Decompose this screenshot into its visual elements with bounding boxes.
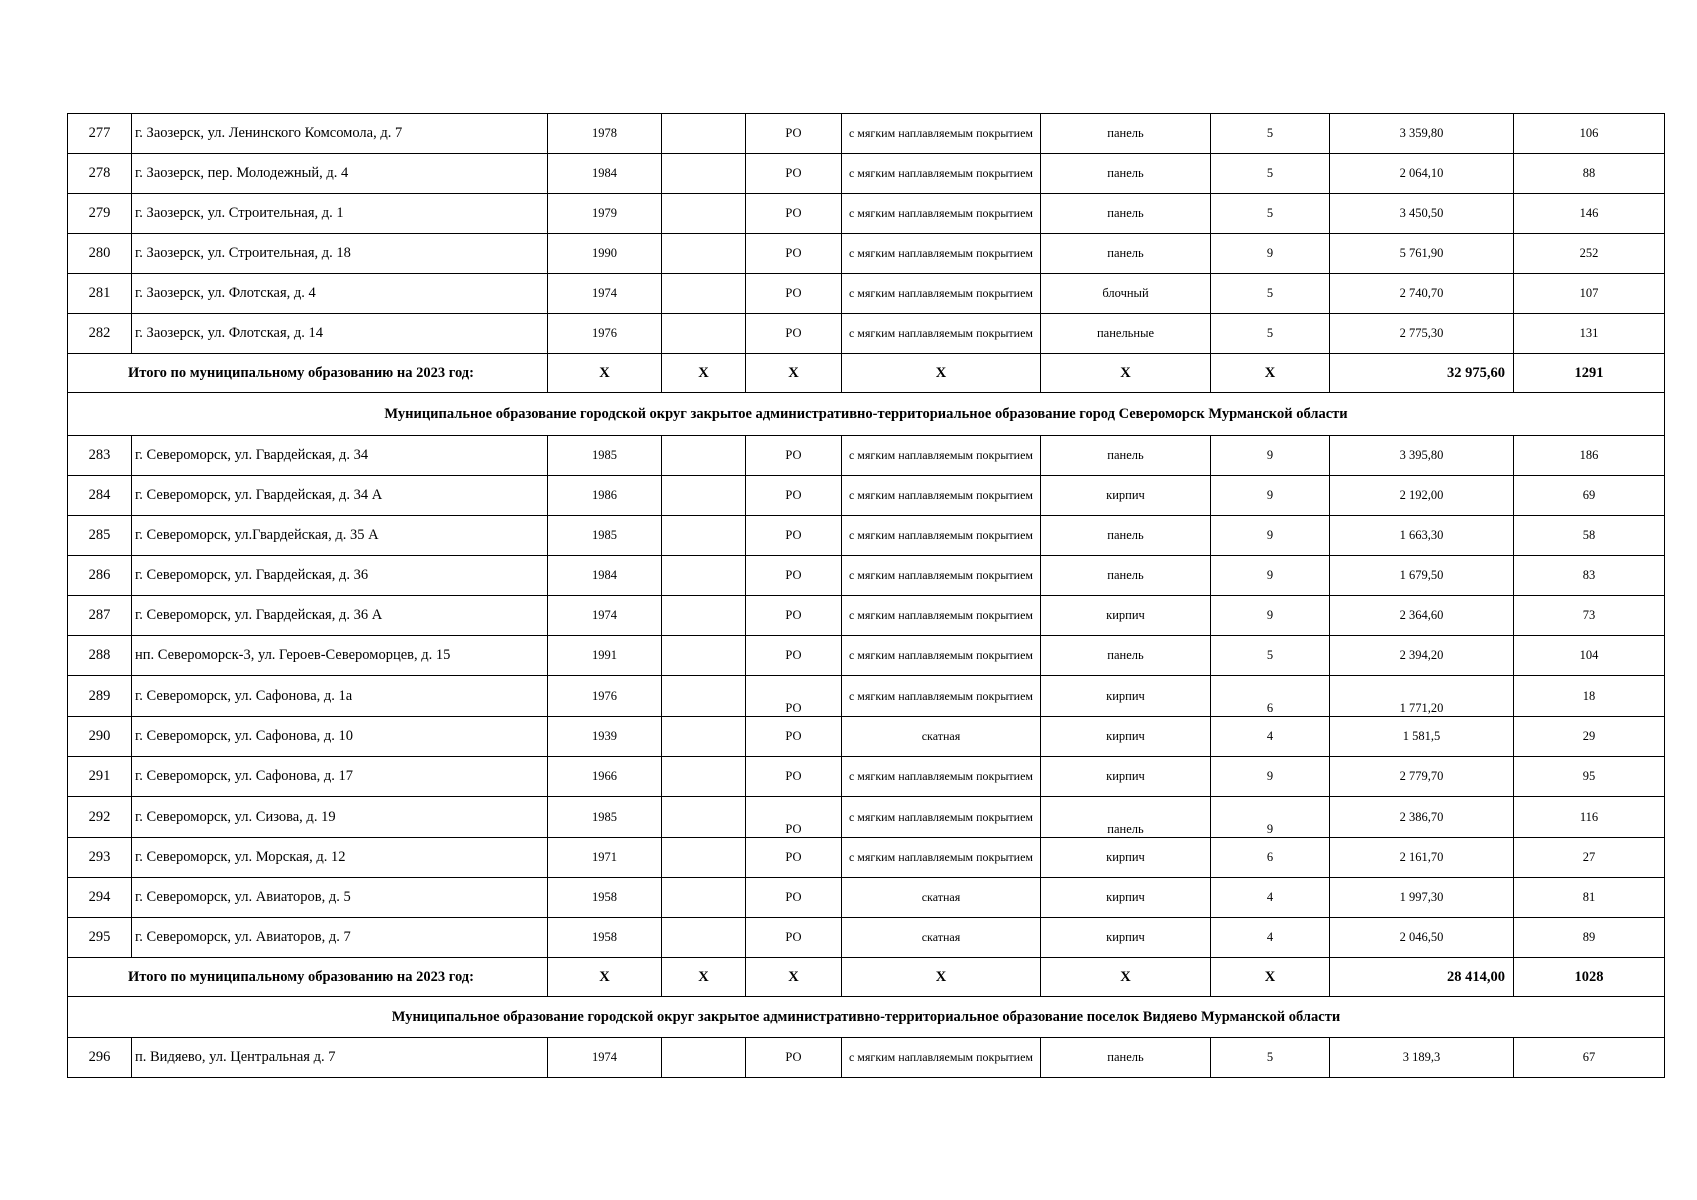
residents-cell: 106 [1514, 114, 1665, 154]
area-cell: 2 775,30 [1330, 314, 1514, 354]
wall-material-cell: панель [1041, 436, 1211, 476]
floors-cell: 6 [1211, 676, 1330, 717]
table-row [68, 596, 1665, 636]
address-cell: г. Североморск, ул. Морская, д. 12 [132, 838, 548, 878]
total-cell: X [1211, 958, 1330, 997]
housing-register-table [67, 113, 1665, 1078]
fund-method-cell: РО [746, 676, 842, 717]
table-row [68, 1038, 1665, 1078]
address-cell: г. Североморск, ул. Сафонова, д. 1а [132, 676, 548, 717]
address-cell: г. Заозерск, ул. Флотская, д. 14 [132, 314, 548, 354]
residents-cell: 89 [1514, 918, 1665, 958]
empty-cell [662, 516, 746, 556]
empty-cell [662, 717, 746, 757]
wall-material-cell: панель [1041, 1038, 1211, 1078]
fund-method-cell: РО [746, 194, 842, 234]
row-number: 291 [68, 757, 132, 797]
empty-cell [662, 797, 746, 838]
year-cell: 1958 [548, 918, 662, 958]
address-cell: г. Заозерск, ул. Ленинского Комсомола, д. 7 [132, 114, 548, 154]
table-row [68, 436, 1665, 476]
area-cell: 3 189,3 [1330, 1038, 1514, 1078]
area-cell: 2 779,70 [1330, 757, 1514, 797]
empty-cell [662, 314, 746, 354]
year-cell: 1976 [548, 676, 662, 717]
roof-type-cell: с мягким наплавляемым покрытием [842, 314, 1041, 354]
rows-group-b [68, 436, 1665, 958]
total-cell: X [1041, 958, 1211, 997]
address-cell: г. Североморск, ул. Гвардейская, д. 34 [132, 436, 548, 476]
empty-cell [662, 1038, 746, 1078]
roof-type-cell: с мягким наплавляемым покрытием [842, 436, 1041, 476]
year-cell: 1986 [548, 476, 662, 516]
floors-cell: 4 [1211, 918, 1330, 958]
table-row [68, 274, 1665, 314]
year-cell: 1984 [548, 556, 662, 596]
floors-cell: 9 [1211, 797, 1330, 838]
area-cell: 2 364,60 [1330, 596, 1514, 636]
row-number: 281 [68, 274, 132, 314]
roof-type-cell: скатная [842, 717, 1041, 757]
roof-type-cell: с мягким наплавляемым покрытием [842, 676, 1041, 717]
wall-material-cell: панель [1041, 234, 1211, 274]
residents-cell: 73 [1514, 596, 1665, 636]
roof-type-cell: с мягким наплавляемым покрытием [842, 516, 1041, 556]
total-cell: X [548, 354, 662, 393]
total-group-b [68, 958, 1665, 1038]
address-cell: г. Североморск, ул. Гвардейская, д. 36 [132, 556, 548, 596]
total-area: 32 975,60 [1330, 354, 1514, 393]
fund-method-cell: РО [746, 234, 842, 274]
wall-material-cell: кирпич [1041, 918, 1211, 958]
total-row-b [68, 958, 1665, 997]
area-cell: 1 663,30 [1330, 516, 1514, 556]
wall-material-cell: кирпич [1041, 596, 1211, 636]
table-row [68, 878, 1665, 918]
address-cell: г. Заозерск, пер. Молодежный, д. 4 [132, 154, 548, 194]
fund-method-cell: РО [746, 314, 842, 354]
year-cell: 1978 [548, 114, 662, 154]
roof-type-cell: с мягким наплавляемым покрытием [842, 797, 1041, 838]
area-cell: 3 359,80 [1330, 114, 1514, 154]
fund-method-cell: РО [746, 436, 842, 476]
address-cell: г. Североморск, ул. Сафонова, д. 10 [132, 717, 548, 757]
fund-method-cell: РО [746, 1038, 842, 1078]
table-row [68, 797, 1665, 838]
fund-method-cell: РО [746, 556, 842, 596]
floors-cell: 4 [1211, 717, 1330, 757]
row-number: 285 [68, 516, 132, 556]
total-label: Итого по муниципальному образованию на 2023 год: [68, 958, 548, 997]
floors-cell: 5 [1211, 114, 1330, 154]
year-cell: 1971 [548, 838, 662, 878]
wall-material-cell: панель [1041, 154, 1211, 194]
table-row [68, 757, 1665, 797]
address-cell: г. Заозерск, ул. Строительная, д. 18 [132, 234, 548, 274]
area-cell: 2 046,50 [1330, 918, 1514, 958]
year-cell: 1985 [548, 436, 662, 476]
total-cell: X [1041, 354, 1211, 393]
area-cell: 1 771,20 [1330, 676, 1514, 717]
address-cell: г. Североморск, ул. Сизова, д. 19 [132, 797, 548, 838]
section-heading: Муниципальное образование городской округ закрытое административно-территориальное образование город Североморск Мурманской области [68, 393, 1665, 436]
empty-cell [662, 636, 746, 676]
area-cell: 1 679,50 [1330, 556, 1514, 596]
table-row [68, 314, 1665, 354]
area-cell: 3 395,80 [1330, 436, 1514, 476]
fund-method-cell: РО [746, 757, 842, 797]
residents-cell: 107 [1514, 274, 1665, 314]
total-group-a [68, 354, 1665, 436]
table-row [68, 234, 1665, 274]
table-row [68, 676, 1665, 717]
residents-cell: 27 [1514, 838, 1665, 878]
empty-cell [662, 114, 746, 154]
area-cell: 2 740,70 [1330, 274, 1514, 314]
section-row-b [68, 393, 1665, 436]
roof-type-cell: с мягким наплавляемым покрытием [842, 757, 1041, 797]
roof-type-cell: с мягким наплавляемым покрытием [842, 274, 1041, 314]
residents-cell: 67 [1514, 1038, 1665, 1078]
total-area: 28 414,00 [1330, 958, 1514, 997]
table-row [68, 556, 1665, 596]
wall-material-cell: кирпич [1041, 476, 1211, 516]
wall-material-cell: панель [1041, 114, 1211, 154]
row-number: 284 [68, 476, 132, 516]
wall-material-cell: кирпич [1041, 757, 1211, 797]
fund-method-cell: РО [746, 918, 842, 958]
fund-method-cell: РО [746, 274, 842, 314]
area-cell: 2 064,10 [1330, 154, 1514, 194]
residents-cell: 146 [1514, 194, 1665, 234]
fund-method-cell: РО [746, 154, 842, 194]
total-cell: X [662, 354, 746, 393]
residents-cell: 69 [1514, 476, 1665, 516]
fund-method-cell: РО [746, 114, 842, 154]
residents-cell: 95 [1514, 757, 1665, 797]
floors-cell: 4 [1211, 878, 1330, 918]
empty-cell [662, 878, 746, 918]
residents-cell: 18 [1514, 676, 1665, 717]
empty-cell [662, 918, 746, 958]
table-row [68, 717, 1665, 757]
area-cell: 1 997,30 [1330, 878, 1514, 918]
address-cell: г. Североморск, ул. Сафонова, д. 17 [132, 757, 548, 797]
year-cell: 1976 [548, 314, 662, 354]
wall-material-cell: панельные [1041, 314, 1211, 354]
floors-cell: 6 [1211, 838, 1330, 878]
fund-method-cell: РО [746, 596, 842, 636]
table-row [68, 194, 1665, 234]
year-cell: 1939 [548, 717, 662, 757]
roof-type-cell: с мягким наплавляемым покрытием [842, 636, 1041, 676]
residents-cell: 131 [1514, 314, 1665, 354]
wall-material-cell: кирпич [1041, 717, 1211, 757]
row-number: 288 [68, 636, 132, 676]
total-cell: X [548, 958, 662, 997]
wall-material-cell: панель [1041, 556, 1211, 596]
address-cell: г. Североморск, ул. Гвардейская, д. 34 А [132, 476, 548, 516]
fund-method-cell: РО [746, 878, 842, 918]
wall-material-cell: кирпич [1041, 878, 1211, 918]
year-cell: 1985 [548, 797, 662, 838]
row-number: 293 [68, 838, 132, 878]
wall-material-cell: панель [1041, 636, 1211, 676]
row-number: 279 [68, 194, 132, 234]
residents-cell: 88 [1514, 154, 1665, 194]
area-cell: 1 581,5 [1330, 717, 1514, 757]
area-cell: 2 161,70 [1330, 838, 1514, 878]
empty-cell [662, 556, 746, 596]
residents-cell: 104 [1514, 636, 1665, 676]
address-cell: г. Заозерск, ул. Флотская, д. 4 [132, 274, 548, 314]
year-cell: 1974 [548, 596, 662, 636]
floors-cell: 9 [1211, 516, 1330, 556]
total-cell: X [746, 354, 842, 393]
address-cell: г. Североморск, ул. Авиаторов, д. 7 [132, 918, 548, 958]
address-cell: г. Североморск, ул. Гвардейская, д. 36 А [132, 596, 548, 636]
wall-material-cell: панель [1041, 194, 1211, 234]
floors-cell: 5 [1211, 274, 1330, 314]
roof-type-cell: с мягким наплавляемым покрытием [842, 154, 1041, 194]
total-cell: X [842, 354, 1041, 393]
floors-cell: 9 [1211, 596, 1330, 636]
address-cell: г. Североморск, ул.Гвардейская, д. 35 А [132, 516, 548, 556]
fund-method-cell: РО [746, 476, 842, 516]
table-row [68, 476, 1665, 516]
area-cell: 3 450,50 [1330, 194, 1514, 234]
table-row [68, 516, 1665, 556]
row-number: 282 [68, 314, 132, 354]
year-cell: 1979 [548, 194, 662, 234]
floors-cell: 5 [1211, 1038, 1330, 1078]
floors-cell: 5 [1211, 314, 1330, 354]
rows-group-c [68, 1038, 1665, 1078]
table-row [68, 838, 1665, 878]
empty-cell [662, 676, 746, 717]
area-cell: 5 761,90 [1330, 234, 1514, 274]
empty-cell [662, 234, 746, 274]
total-cell: X [746, 958, 842, 997]
empty-cell [662, 436, 746, 476]
residents-cell: 252 [1514, 234, 1665, 274]
fund-method-cell: РО [746, 516, 842, 556]
address-cell: п. Видяево, ул. Центральная д. 7 [132, 1038, 548, 1078]
total-residents: 1028 [1514, 958, 1665, 997]
floors-cell: 9 [1211, 556, 1330, 596]
residents-cell: 29 [1514, 717, 1665, 757]
row-number: 295 [68, 918, 132, 958]
address-cell: нп. Североморск-3, ул. Героев-Североморцев, д. 15 [132, 636, 548, 676]
row-number: 280 [68, 234, 132, 274]
roof-type-cell: с мягким наплавляемым покрытием [842, 476, 1041, 516]
residents-cell: 186 [1514, 436, 1665, 476]
residents-cell: 83 [1514, 556, 1665, 596]
roof-type-cell: скатная [842, 878, 1041, 918]
wall-material-cell: панель [1041, 797, 1211, 838]
row-number: 287 [68, 596, 132, 636]
row-number: 296 [68, 1038, 132, 1078]
fund-method-cell: РО [746, 797, 842, 838]
roof-type-cell: с мягким наплавляемым покрытием [842, 838, 1041, 878]
roof-type-cell: с мягким наплавляемым покрытием [842, 194, 1041, 234]
floors-cell: 9 [1211, 436, 1330, 476]
residents-cell: 58 [1514, 516, 1665, 556]
row-number: 277 [68, 114, 132, 154]
rows-group-a [68, 114, 1665, 354]
floors-cell: 9 [1211, 476, 1330, 516]
row-number: 289 [68, 676, 132, 717]
total-residents: 1291 [1514, 354, 1665, 393]
area-cell: 2 394,20 [1330, 636, 1514, 676]
address-cell: г. Североморск, ул. Авиаторов, д. 5 [132, 878, 548, 918]
row-number: 286 [68, 556, 132, 596]
floors-cell: 5 [1211, 194, 1330, 234]
floors-cell: 5 [1211, 154, 1330, 194]
roof-type-cell: с мягким наплавляемым покрытием [842, 1038, 1041, 1078]
row-number: 283 [68, 436, 132, 476]
table-row [68, 918, 1665, 958]
year-cell: 1984 [548, 154, 662, 194]
residents-cell: 116 [1514, 797, 1665, 838]
address-cell: г. Заозерск, ул. Строительная, д. 1 [132, 194, 548, 234]
fund-method-cell: РО [746, 717, 842, 757]
year-cell: 1990 [548, 234, 662, 274]
floors-cell: 9 [1211, 234, 1330, 274]
roof-type-cell: с мягким наплавляемым покрытием [842, 114, 1041, 154]
empty-cell [662, 274, 746, 314]
total-row-a [68, 354, 1665, 393]
empty-cell [662, 838, 746, 878]
fund-method-cell: РО [746, 636, 842, 676]
row-number: 290 [68, 717, 132, 757]
section-row-c [68, 997, 1665, 1038]
table-row [68, 114, 1665, 154]
fund-method-cell: РО [746, 838, 842, 878]
section-heading: Муниципальное образование городской округ закрытое административно-территориальное образование поселок Видяево Мурманской области [68, 997, 1665, 1038]
year-cell: 1958 [548, 878, 662, 918]
empty-cell [662, 194, 746, 234]
residents-cell: 81 [1514, 878, 1665, 918]
table-row [68, 636, 1665, 676]
year-cell: 1974 [548, 274, 662, 314]
roof-type-cell: скатная [842, 918, 1041, 958]
wall-material-cell: кирпич [1041, 838, 1211, 878]
roof-type-cell: с мягким наплавляемым покрытием [842, 234, 1041, 274]
table-row [68, 154, 1665, 194]
area-cell: 2 386,70 [1330, 797, 1514, 838]
total-cell: X [1211, 354, 1330, 393]
year-cell: 1966 [548, 757, 662, 797]
row-number: 294 [68, 878, 132, 918]
wall-material-cell: панель [1041, 516, 1211, 556]
wall-material-cell: блочный [1041, 274, 1211, 314]
year-cell: 1974 [548, 1038, 662, 1078]
empty-cell [662, 154, 746, 194]
floors-cell: 9 [1211, 757, 1330, 797]
total-cell: X [662, 958, 746, 997]
row-number: 292 [68, 797, 132, 838]
year-cell: 1985 [548, 516, 662, 556]
area-cell: 2 192,00 [1330, 476, 1514, 516]
roof-type-cell: с мягким наплавляемым покрытием [842, 596, 1041, 636]
empty-cell [662, 757, 746, 797]
floors-cell: 5 [1211, 636, 1330, 676]
row-number: 278 [68, 154, 132, 194]
total-label: Итого по муниципальному образованию на 2023 год: [68, 354, 548, 393]
total-cell: X [842, 958, 1041, 997]
roof-type-cell: с мягким наплавляемым покрытием [842, 556, 1041, 596]
wall-material-cell: кирпич [1041, 676, 1211, 717]
empty-cell [662, 596, 746, 636]
empty-cell [662, 476, 746, 516]
year-cell: 1991 [548, 636, 662, 676]
